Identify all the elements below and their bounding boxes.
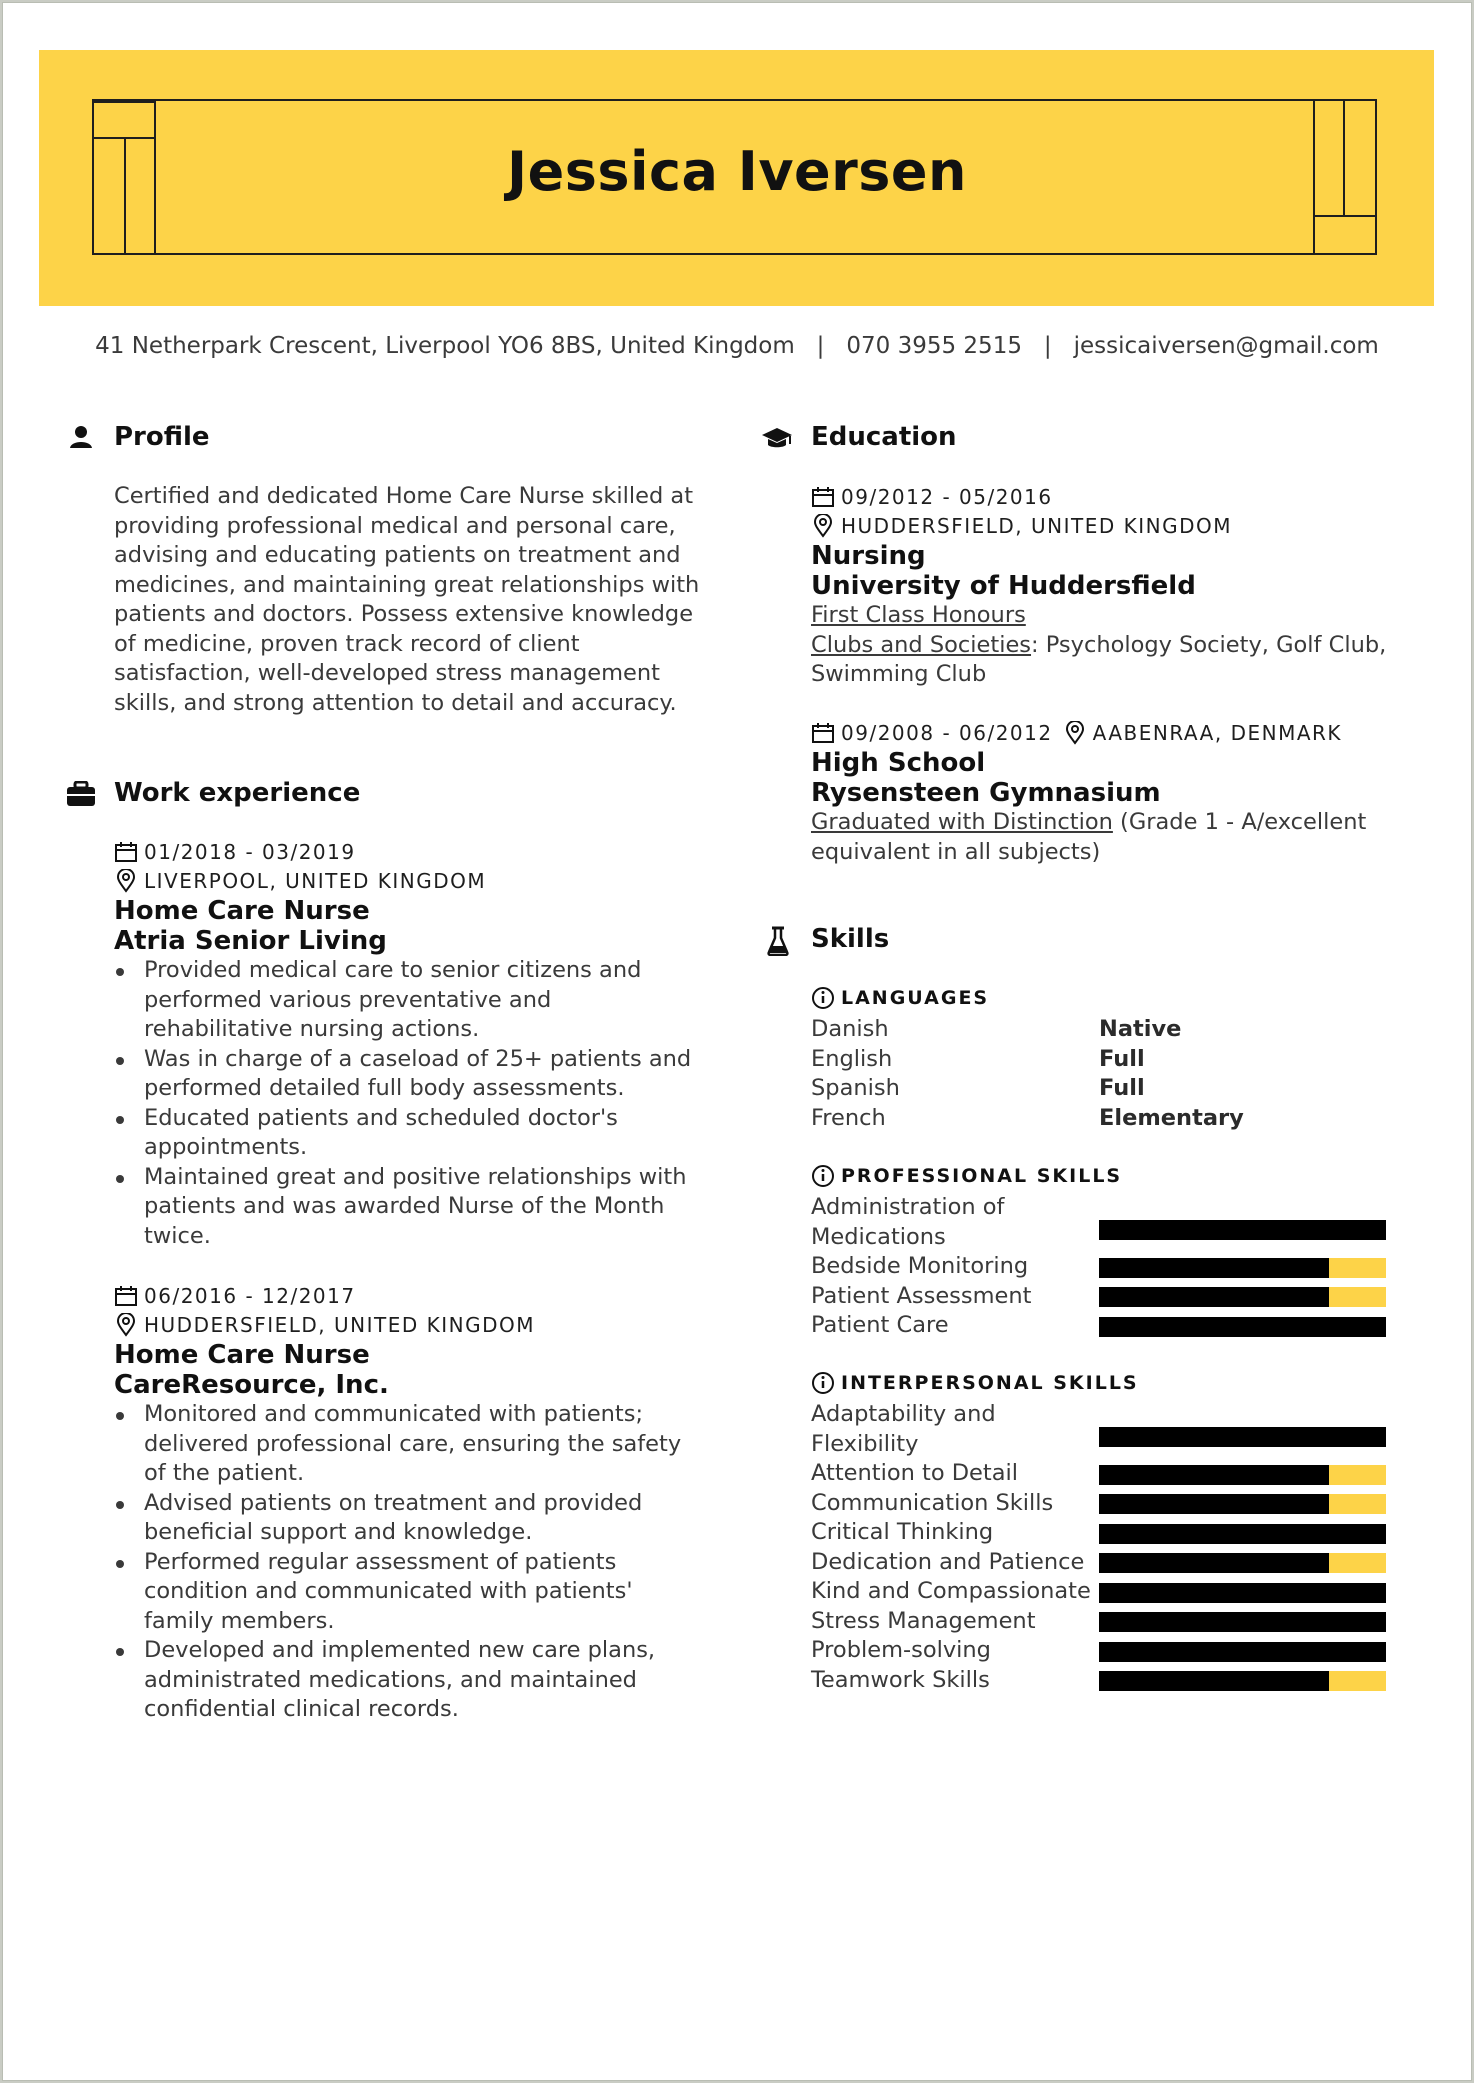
skill-name: Patient Care <box>811 1312 949 1338</box>
skill-name: Bedside Monitoring <box>811 1253 1029 1279</box>
list-item: Provided medical care to senior citizens and performed various preventative and rehabilitative nursing actions. <box>114 956 714 1045</box>
calendar-icon <box>811 486 835 508</box>
interpersonal-skills-subhead: INTERPERSONAL SKILLS <box>811 1371 1139 1395</box>
skill-level-bar <box>1099 1465 1386 1485</box>
profile-summary: Certified and dedicated Home Care Nurse skilled at providing professional medical and personal care, advising and educating patients on treatment and medicines, and maintaining great relationships with patients and doctors. Possess extensive knowledge of medicine, proven track record of client satisfaction, well-developed stress management skills, and strong attention to detail and accuracy. <box>114 483 700 716</box>
calendar-icon <box>811 722 835 744</box>
edu-dates: 09/2012 - 05/2016 <box>811 485 1053 509</box>
edu-dates-location: 09/2008 - 06/2012 AABENRAA, DENMARK <box>811 721 1342 745</box>
skill-level-fill <box>1099 1317 1386 1337</box>
candidate-name: Jessica Iversen <box>506 140 967 203</box>
skills-title: Skills <box>811 924 890 954</box>
skill-level-bar <box>1099 1583 1386 1603</box>
skill-name: Adaptability and Flexibility <box>811 1401 996 1457</box>
list-item: Advised patients on treatment and provided beneficial support and knowledge. <box>114 1489 714 1548</box>
graduation-cap-icon <box>761 427 793 449</box>
job-company: Atria Senior Living <box>114 926 387 956</box>
briefcase-icon <box>66 781 96 807</box>
edu-details: First Class Honours Clubs and Societies: Psychology Society, Golf Club, Swimming Club <box>811 602 1387 687</box>
professional-skills-subhead: PROFESSIONAL SKILLS <box>811 1164 1122 1188</box>
info-icon <box>811 986 835 1010</box>
job-bullets <box>114 1400 714 1725</box>
skill-level-fill <box>1099 1583 1386 1603</box>
skill-level-fill <box>1099 1612 1386 1632</box>
skill-level-bar <box>1099 1427 1386 1447</box>
skill-level-fill <box>1099 1220 1386 1240</box>
job-dates: 01/2018 - 03/2019 <box>114 840 356 864</box>
language-name: English <box>811 1046 893 1072</box>
skill-level-bar <box>1099 1524 1386 1544</box>
location-pin-icon <box>114 1313 138 1337</box>
skill-level-fill <box>1099 1465 1329 1485</box>
location-pin-icon <box>1063 721 1087 745</box>
skill-name: Critical Thinking <box>811 1519 994 1545</box>
skill-level-bar <box>1099 1642 1386 1662</box>
location-pin-icon <box>114 869 138 893</box>
skill-level-fill <box>1099 1287 1329 1307</box>
skill-name: Stress Management <box>811 1607 1036 1634</box>
skill-level-fill <box>1099 1553 1329 1573</box>
language-name: Spanish <box>811 1075 900 1101</box>
calendar-icon <box>114 841 138 863</box>
flask-icon <box>767 926 789 956</box>
edu-degree: Nursing <box>811 541 926 571</box>
skill-level-bar <box>1099 1494 1386 1514</box>
skill-level-bar <box>1099 1553 1386 1573</box>
info-icon <box>811 1371 835 1395</box>
profile-title: Profile <box>114 422 210 452</box>
skill-name: Teamwork Skills <box>811 1666 990 1693</box>
edu-school: University of Huddersfield <box>811 571 1196 601</box>
skill-level-bar <box>1099 1220 1386 1240</box>
skill-level-bar <box>1099 1287 1386 1307</box>
info-icon <box>811 1164 835 1188</box>
skill-level-fill <box>1099 1494 1329 1514</box>
skill-name: Problem-solving <box>811 1637 991 1663</box>
education-title: Education <box>811 422 957 452</box>
calendar-icon <box>114 1285 138 1307</box>
skill-level-bar <box>1099 1612 1386 1632</box>
skill-level-fill <box>1099 1671 1329 1691</box>
location-pin-icon <box>811 514 835 538</box>
list-item: Performed regular assessment of patients condition and communicated with patients' family members. <box>114 1548 714 1637</box>
job-location: HUDDERSFIELD, UNITED KINGDOM <box>114 1313 535 1337</box>
contact-line: 41 Netherpark Crescent, Liverpool YO6 8BS, United Kingdom | 070 3955 2515 | jessicaiversen@gmail.com <box>95 333 1379 359</box>
skill-level-fill <box>1099 1427 1386 1447</box>
languages-subhead: LANGUAGES <box>811 986 989 1010</box>
skill-name: Administration of Medications <box>811 1194 1005 1250</box>
list-item: Maintained great and positive relationships with patients and was awarded Nurse of the Month twice. <box>114 1163 714 1252</box>
language-name: French <box>811 1105 886 1131</box>
skill-name: Communication Skills <box>811 1489 1054 1516</box>
language-level: Elementary <box>1099 1105 1244 1131</box>
skill-level-bar <box>1099 1317 1386 1337</box>
edu-degree: High School <box>811 748 986 778</box>
skill-name: Kind and Compassionate <box>811 1578 1091 1604</box>
list-item: Educated patients and scheduled doctor's appointments. <box>114 1104 714 1163</box>
job-role: Home Care Nurse <box>114 896 370 926</box>
skill-name: Dedication and Patience <box>811 1548 1085 1575</box>
skill-level-fill <box>1099 1642 1386 1662</box>
job-dates: 06/2016 - 12/2017 <box>114 1284 356 1308</box>
skill-name: Attention to Detail <box>811 1460 1019 1486</box>
edu-details: Graduated with Distinction (Grade 1 - A/excellent equivalent in all subjects) <box>811 809 1367 865</box>
job-role: Home Care Nurse <box>114 1340 370 1370</box>
list-item: Developed and implemented new care plans, administrated medications, and maintained confidential clinical records. <box>114 1636 714 1725</box>
edu-location: HUDDERSFIELD, UNITED KINGDOM <box>811 514 1232 538</box>
list-item: Was in charge of a caseload of 25+ patients and performed detailed full body assessments. <box>114 1045 714 1104</box>
language-level: Full <box>1099 1046 1145 1072</box>
list-item: Monitored and communicated with patients; delivered professional care, ensuring the safety of the patient. <box>114 1400 714 1489</box>
language-level: Native <box>1099 1016 1182 1042</box>
job-bullets <box>114 956 714 1251</box>
edu-school: Rysensteen Gymnasium <box>811 778 1161 808</box>
skill-level-bar <box>1099 1258 1386 1278</box>
skill-level-fill <box>1099 1258 1329 1278</box>
job-company: CareResource, Inc. <box>114 1370 389 1400</box>
work-title: Work experience <box>114 778 361 808</box>
skill-level-bar <box>1099 1671 1386 1691</box>
user-icon <box>68 425 94 449</box>
language-name: Danish <box>811 1016 889 1042</box>
language-level: Full <box>1099 1075 1145 1101</box>
skill-level-fill <box>1099 1524 1386 1544</box>
skill-name: Patient Assessment <box>811 1282 1032 1309</box>
job-location: LIVERPOOL, UNITED KINGDOM <box>114 869 486 893</box>
